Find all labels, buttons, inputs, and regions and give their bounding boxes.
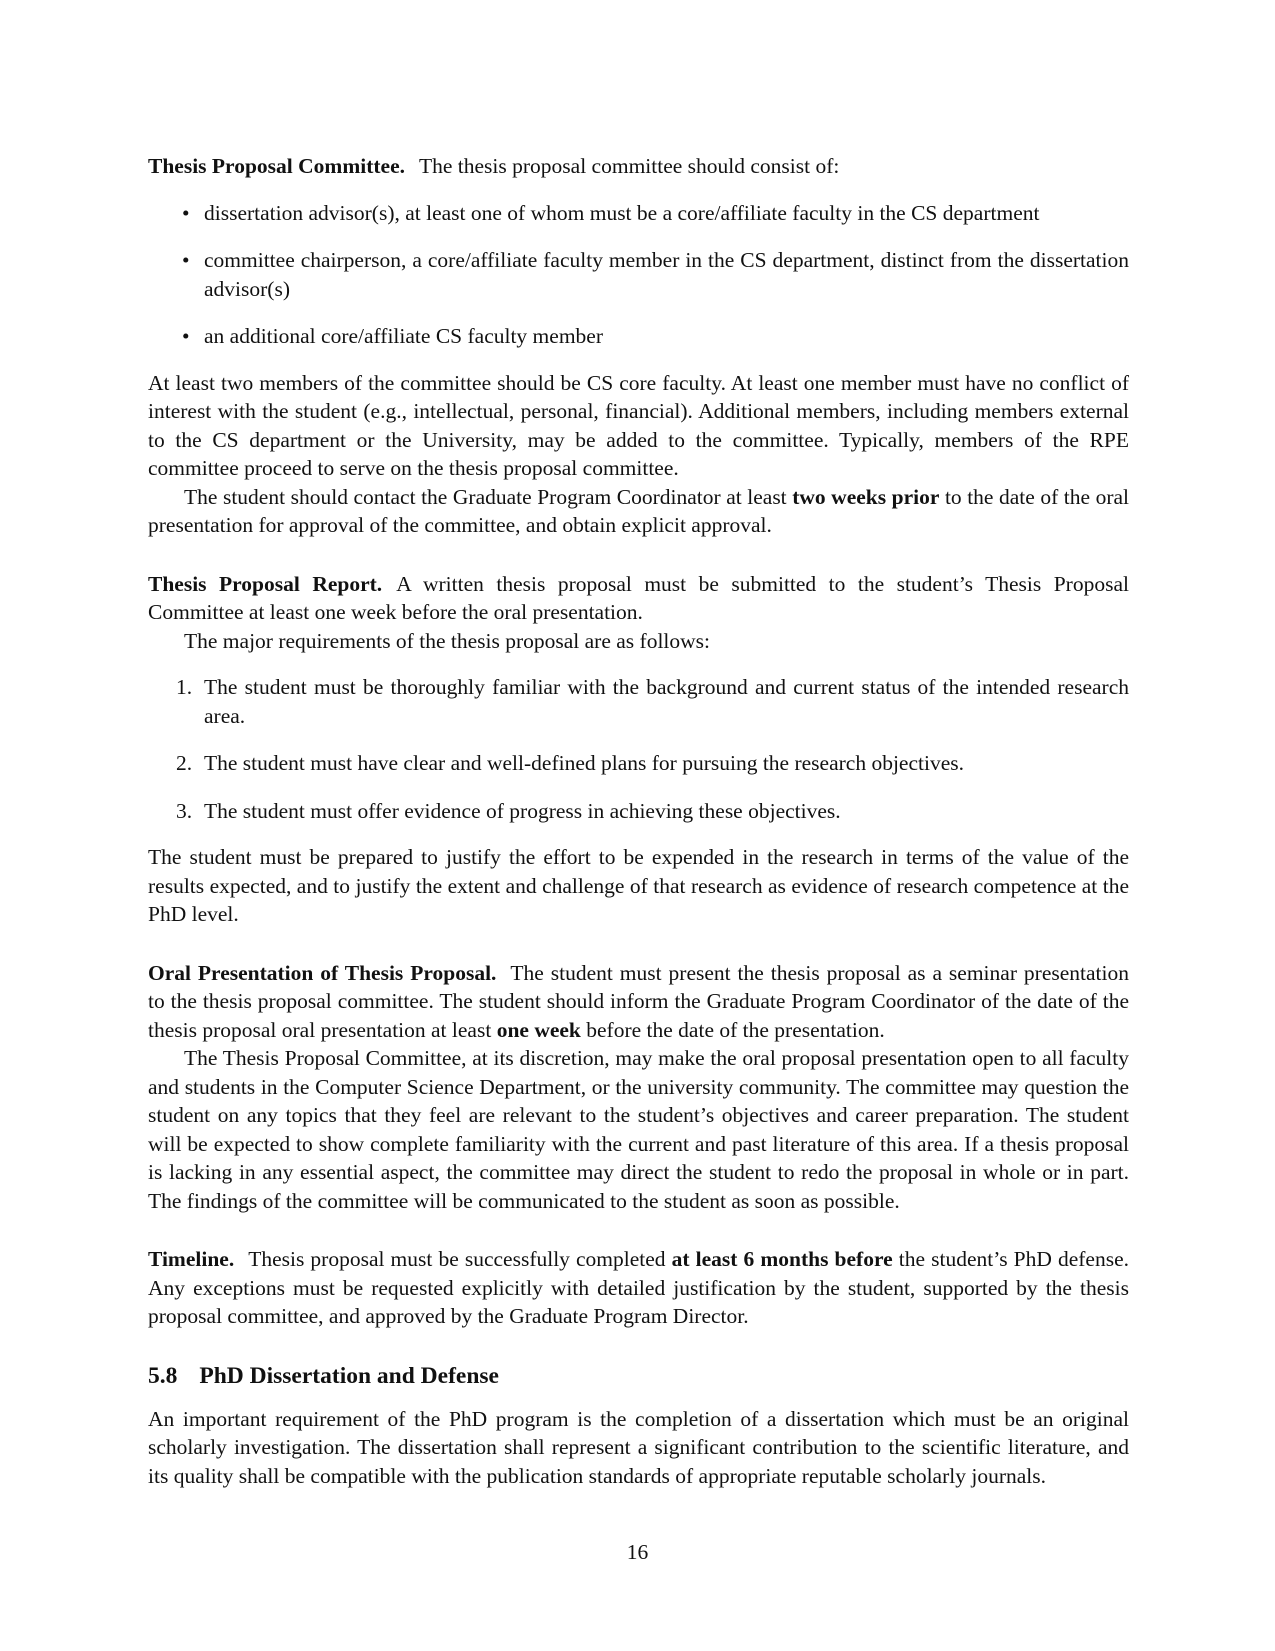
text-span: to the date of the oral presentation for approval of the committee, and obtain explicit approval.	[148, 484, 1130, 537]
committee-member-list	[148, 199, 1129, 351]
committee-intro	[148, 152, 1129, 181]
oral-intro	[148, 959, 1129, 1045]
page-number: 16	[626, 1540, 649, 1564]
timeline-heading: Timeline.	[148, 1247, 235, 1271]
report-justification-paragraph: The student must be prepared to justify the effort to be expended in the research in terms of the value of the results expected, and to justify the extent and challenge of that research as evidence of research competence at the PhD level.	[148, 845, 1129, 926]
text-span: Thesis proposal must be successfully completed	[248, 1247, 672, 1271]
list-item-text: committee chairperson, a core/affiliate faculty member in the CS department, distinct from the dissertation advisor(s)	[204, 248, 1129, 301]
committee-intro-text: The thesis proposal committee should consist of:	[418, 154, 840, 178]
requirements-list	[148, 673, 1129, 825]
text-span: before the date of the presentation.	[580, 1017, 885, 1042]
list-item-text: The student must be thoroughly familiar with the background and current status of the intended research area.	[204, 675, 1129, 728]
timeline-paragraph	[148, 1245, 1129, 1331]
bullet-icon: •	[182, 200, 190, 225]
list-item-text: an additional core/affiliate CS faculty member	[204, 324, 603, 348]
list-item-text: The student must offer evidence of progress in achieving these objectives.	[204, 798, 841, 823]
committee-paragraph: At least two members of the committee should be CS core faculty. At least one member must have no conflict of interest with the student (e.g., intellectual, personal, financial). Additional members, including members external to the CS department or the University, may be added to the committee. Typically, members of the RPE committee proceed to serve on the thesis proposal committee.	[148, 370, 1129, 480]
oral-heading: Oral Presentation of Thesis Proposal.	[148, 960, 497, 985]
bullet-icon: •	[182, 248, 190, 272]
text-span: the student’s PhD defense. Any exceptions must be requested explicitly with detailed justification by the student, supported by the thesis proposal committee, and approved by the Graduate Program Director.	[148, 1247, 1129, 1328]
section-heading	[148, 1361, 1129, 1391]
section-title: PhD Dissertation and Defense	[199, 1362, 499, 1389]
oral-discretion-paragraph: The Thesis Proposal Committee, at its discretion, may make the oral proposal presentation open to all faculty and students in the Computer Science Department, or the university community. The committee may question the student on any topics that they feel are relevant to the student’s objectives and career preparation. The student will be expected to show complete familiarity with the current and past literature of this area. If a thesis proposal is lacking in any essential aspect, the committee may direct the student to redo the proposal in whole or in part. The findings of the committee will be communicated to the student as soon as possible.	[148, 1046, 1129, 1213]
dissertation-paragraph: An important requirement of the PhD program is the completion of a dissertation which must be an original scholarly investigation. The dissertation shall represent a significant contribution to the scientific literature, and its quality shall be compatible with the publication standards of appropriate reputable scholarly journals.	[148, 1406, 1129, 1488]
list-item	[148, 199, 1129, 228]
list-item-text: dissertation advisor(s), at least one of whom must be a core/affiliate faculty in the CS department	[204, 200, 1040, 225]
list-number: 2.	[176, 751, 193, 775]
report-intro	[148, 570, 1129, 627]
list-item	[148, 673, 1129, 730]
list-number: 3.	[176, 798, 193, 823]
document-page	[148, 152, 1129, 1490]
committee-heading: Thesis Proposal Committee.	[148, 154, 405, 178]
list-item	[148, 246, 1129, 303]
emphasis-one-week: one week	[496, 1017, 581, 1042]
section-number: 5.8	[148, 1362, 178, 1389]
report-intro-text: A written thesis proposal must be submitted to the student’s Thesis Proposal Committee at least one week before the oral presentation.	[148, 571, 1129, 624]
list-number: 1.	[176, 675, 193, 699]
committee-approval-paragraph	[148, 483, 1129, 540]
bullet-icon: •	[182, 324, 190, 348]
list-item	[148, 322, 1129, 351]
report-requirements-lead: The major requirements of the thesis proposal are as follows:	[184, 628, 711, 653]
list-item	[148, 749, 1129, 778]
emphasis-six-months: at least 6 months before	[671, 1247, 893, 1271]
text-span: The student must present the thesis proposal as a seminar presentation to the thesis proposal committee. The student should inform the Graduate Program Coordinator of the date of the thesis proposal oral presentation at least	[148, 960, 1129, 1042]
text-span: The student should contact the Graduate Program Coordinator at least	[184, 484, 793, 509]
list-item	[148, 797, 1129, 826]
list-item-text: The student must have clear and well-defined plans for pursuing the research objectives.	[204, 751, 964, 775]
report-heading: Thesis Proposal Report.	[148, 571, 383, 596]
emphasis-two-weeks: two weeks prior	[792, 484, 940, 509]
